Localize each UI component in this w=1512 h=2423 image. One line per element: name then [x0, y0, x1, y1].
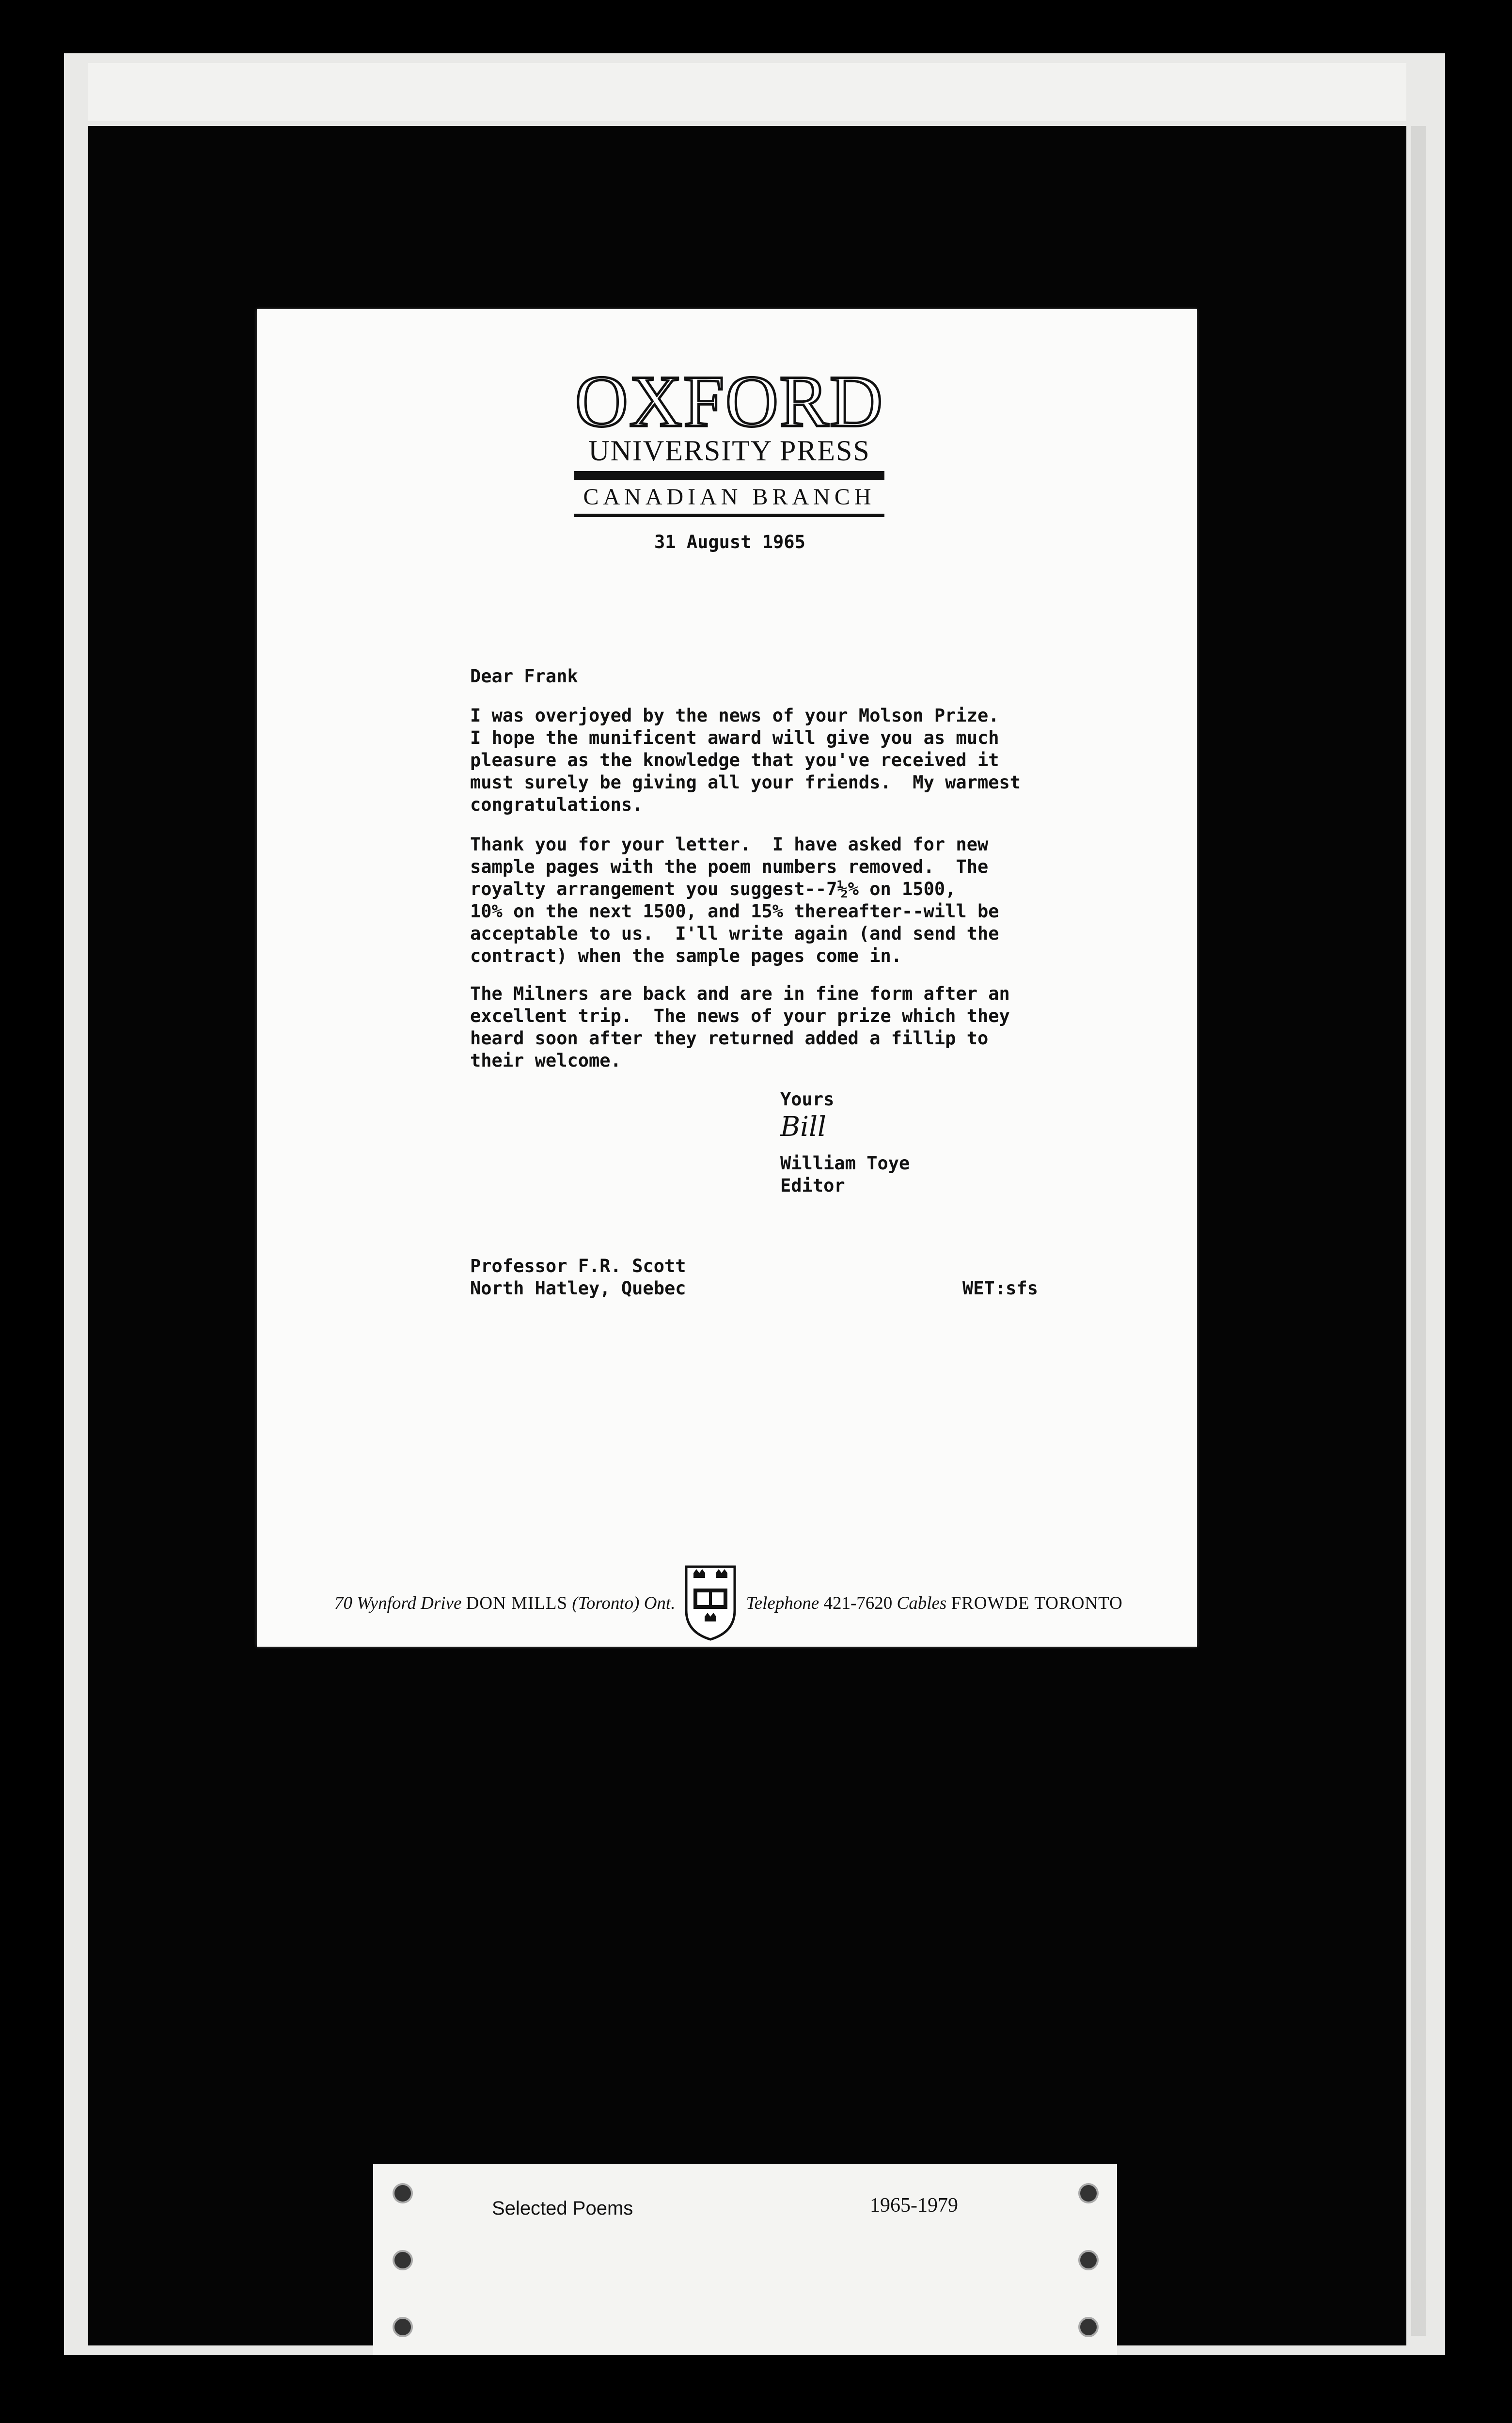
signer-title: Editor	[780, 1175, 845, 1196]
letter-paragraph-1: I was overjoyed by the news of your Molson Prize. I hope the munificent award will give you as much pleasure as the knowledge that you've received it must surely be giving all your friends. My warmest congratulations.	[470, 705, 1021, 815]
film-index-label	[373, 2164, 1117, 2355]
label-punch-holes-left	[393, 2183, 417, 2338]
letter-closing: Yours	[780, 1089, 835, 1110]
punch-hole-icon	[393, 2317, 413, 2337]
footer-telephone-label: Telephone	[746, 1593, 819, 1613]
signer-name: William Toye	[780, 1153, 910, 1174]
film-right-edge	[1411, 126, 1426, 2336]
punch-hole-icon	[1078, 2183, 1099, 2203]
oxford-crest-icon	[684, 1564, 737, 1642]
punch-hole-icon	[1078, 2317, 1099, 2337]
punch-hole-icon	[1078, 2250, 1099, 2270]
footer-telephone	[746, 1593, 1122, 1614]
footer-city: DON MILLS	[466, 1593, 568, 1613]
film-top-strip	[88, 63, 1406, 121]
letter-paragraph-2: Thank you for your letter. I have asked for new sample pages with the poem numbers removed. The royalty arrangement you suggest--7½% on 1500, 10% on the next 1500, and 15% thereafter--will be acceptable to us. I'll write again (and send the contract) when the sample pages come in.	[470, 834, 999, 966]
recipient-address: Professor F.R. Scott North Hatley, Quebec	[470, 1256, 686, 1299]
letterhead-rule-thin	[574, 514, 884, 517]
footer-telephone-number: 421-7620	[823, 1593, 893, 1613]
letter-salutation: Dear Frank	[470, 666, 578, 687]
label-punch-holes-right	[1078, 2183, 1102, 2338]
letter-paragraph-3: The Milners are back and are in fine form after an excellent trip. The news of your prize which they heard soon after they returned added a fillip to their welcome.	[470, 983, 1010, 1071]
film-label-years: 1965-1979	[870, 2194, 958, 2217]
letterhead-branch: CANADIAN BRANCH	[583, 484, 876, 510]
reference-initials: WET:sfs	[962, 1278, 1038, 1299]
letterhead	[574, 361, 884, 517]
film-label-title: Selected Poems	[492, 2198, 633, 2219]
footer-address	[334, 1593, 675, 1614]
footer-cables-label: Cables	[897, 1593, 947, 1613]
letterhead-footer	[334, 1564, 1129, 1642]
footer-cables-address: FROWDE TORONTO	[951, 1593, 1123, 1613]
footer-region: (Toronto) Ont.	[572, 1593, 676, 1613]
letterhead-university-press: UNIVERSITY PRESS	[588, 435, 870, 467]
letterhead-oxford: OXFORD	[575, 361, 884, 442]
letter-date: 31 August 1965	[654, 532, 805, 552]
punch-hole-icon	[393, 2250, 413, 2270]
handwritten-signature: Bill	[780, 1111, 826, 1143]
letterhead-rule	[574, 471, 884, 480]
letter-sheet	[257, 309, 1197, 1647]
footer-street: 70 Wynford Drive	[334, 1593, 462, 1613]
punch-hole-icon	[393, 2183, 413, 2203]
